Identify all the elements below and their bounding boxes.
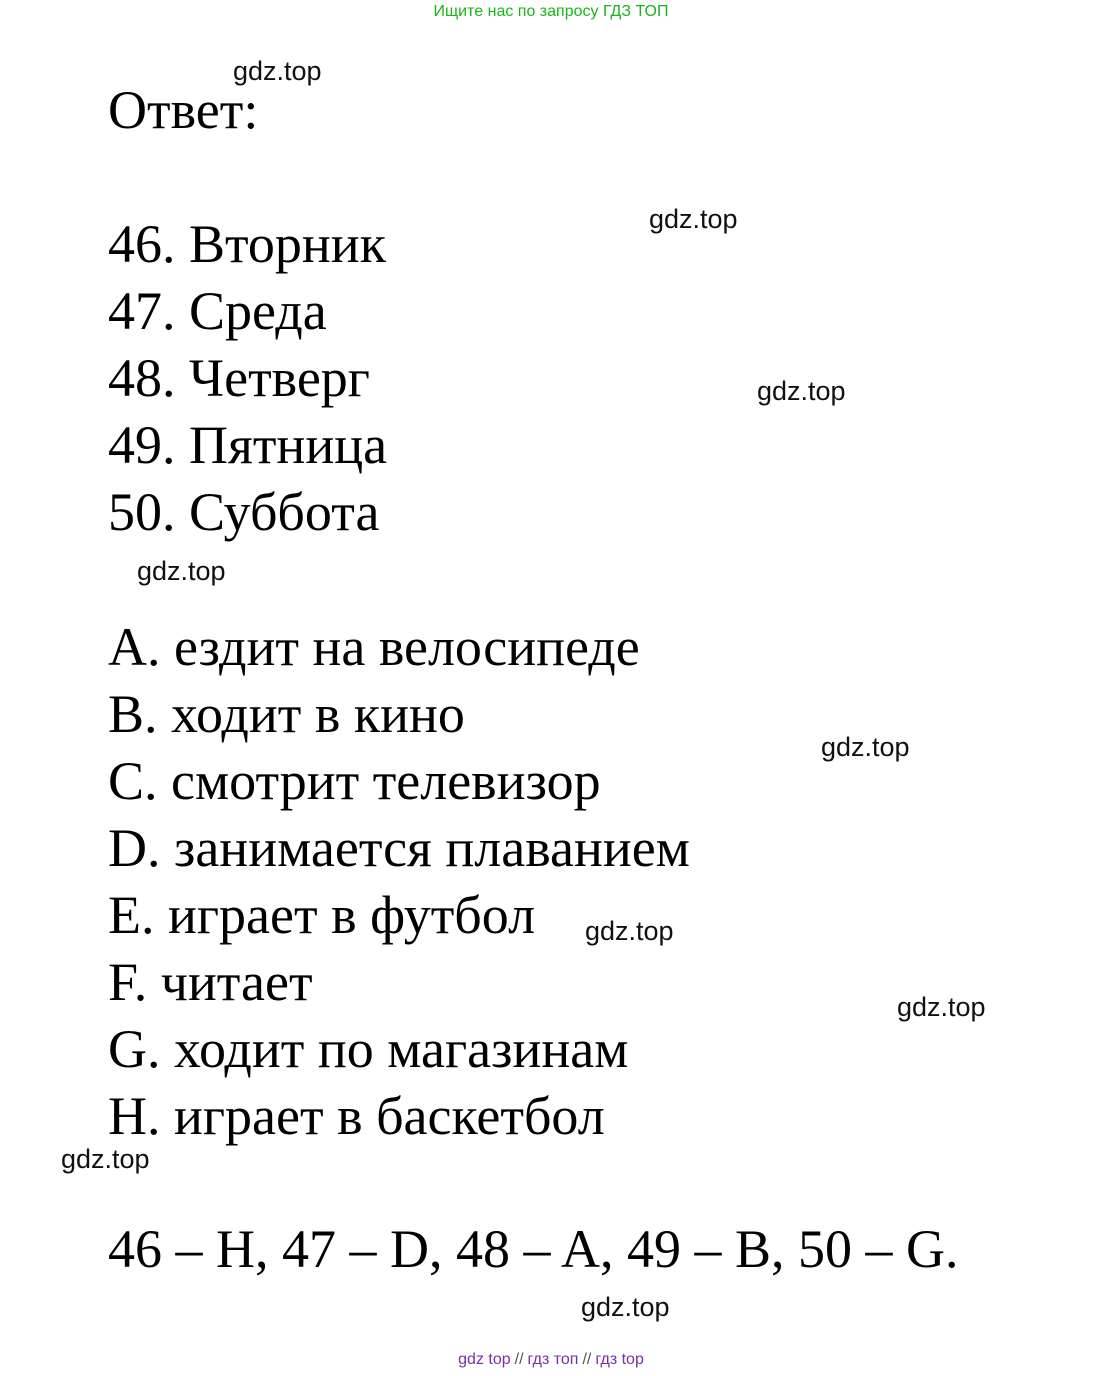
watermark: gdz.top xyxy=(61,1144,150,1174)
footer-link[interactable]: гдз top xyxy=(595,1351,644,1368)
watermark: gdz.top xyxy=(897,992,986,1022)
watermark: gdz.top xyxy=(821,732,910,762)
watermark: gdz.top xyxy=(581,1292,670,1322)
day-item: 49. Пятница xyxy=(108,415,388,475)
answer-result: 46 – H, 47 – D, 48 – A, 49 – B, 50 – G. xyxy=(108,1219,959,1279)
footer-link[interactable]: gdz top xyxy=(458,1351,511,1368)
watermark: gdz.top xyxy=(137,556,226,586)
activity-item: D. занимается плаванием xyxy=(108,818,690,878)
activity-item: B. ходит в кино xyxy=(108,684,465,744)
activity-item: F. читает xyxy=(108,952,313,1012)
answer-title: Ответ: xyxy=(108,80,259,140)
day-item: 46. Вторник xyxy=(108,214,386,274)
day-item: 50. Суббота xyxy=(108,482,380,542)
footer-links xyxy=(0,1350,1102,1370)
activity-item: H. играет в баскетбол xyxy=(108,1086,605,1146)
footer-separator: // xyxy=(582,1351,592,1368)
activity-item: C. смотрит телевизор xyxy=(108,751,601,811)
watermark: gdz.top xyxy=(233,56,322,86)
watermark: gdz.top xyxy=(757,376,846,406)
activity-item: G. ходит по магазинам xyxy=(108,1019,629,1079)
footer-link[interactable]: гдз топ xyxy=(527,1351,579,1368)
watermark: gdz.top xyxy=(585,916,674,946)
footer-separator: // xyxy=(514,1351,524,1368)
day-item: 47. Среда xyxy=(108,281,327,341)
top-banner: Ищите нас по запросу ГДЗ ТОП xyxy=(433,3,669,20)
activity-item: A. ездит на велосипеде xyxy=(108,617,640,677)
activity-item: E. играет в футбол xyxy=(108,885,536,945)
day-item: 48. Четверг xyxy=(108,348,370,408)
watermark: gdz.top xyxy=(649,204,738,234)
